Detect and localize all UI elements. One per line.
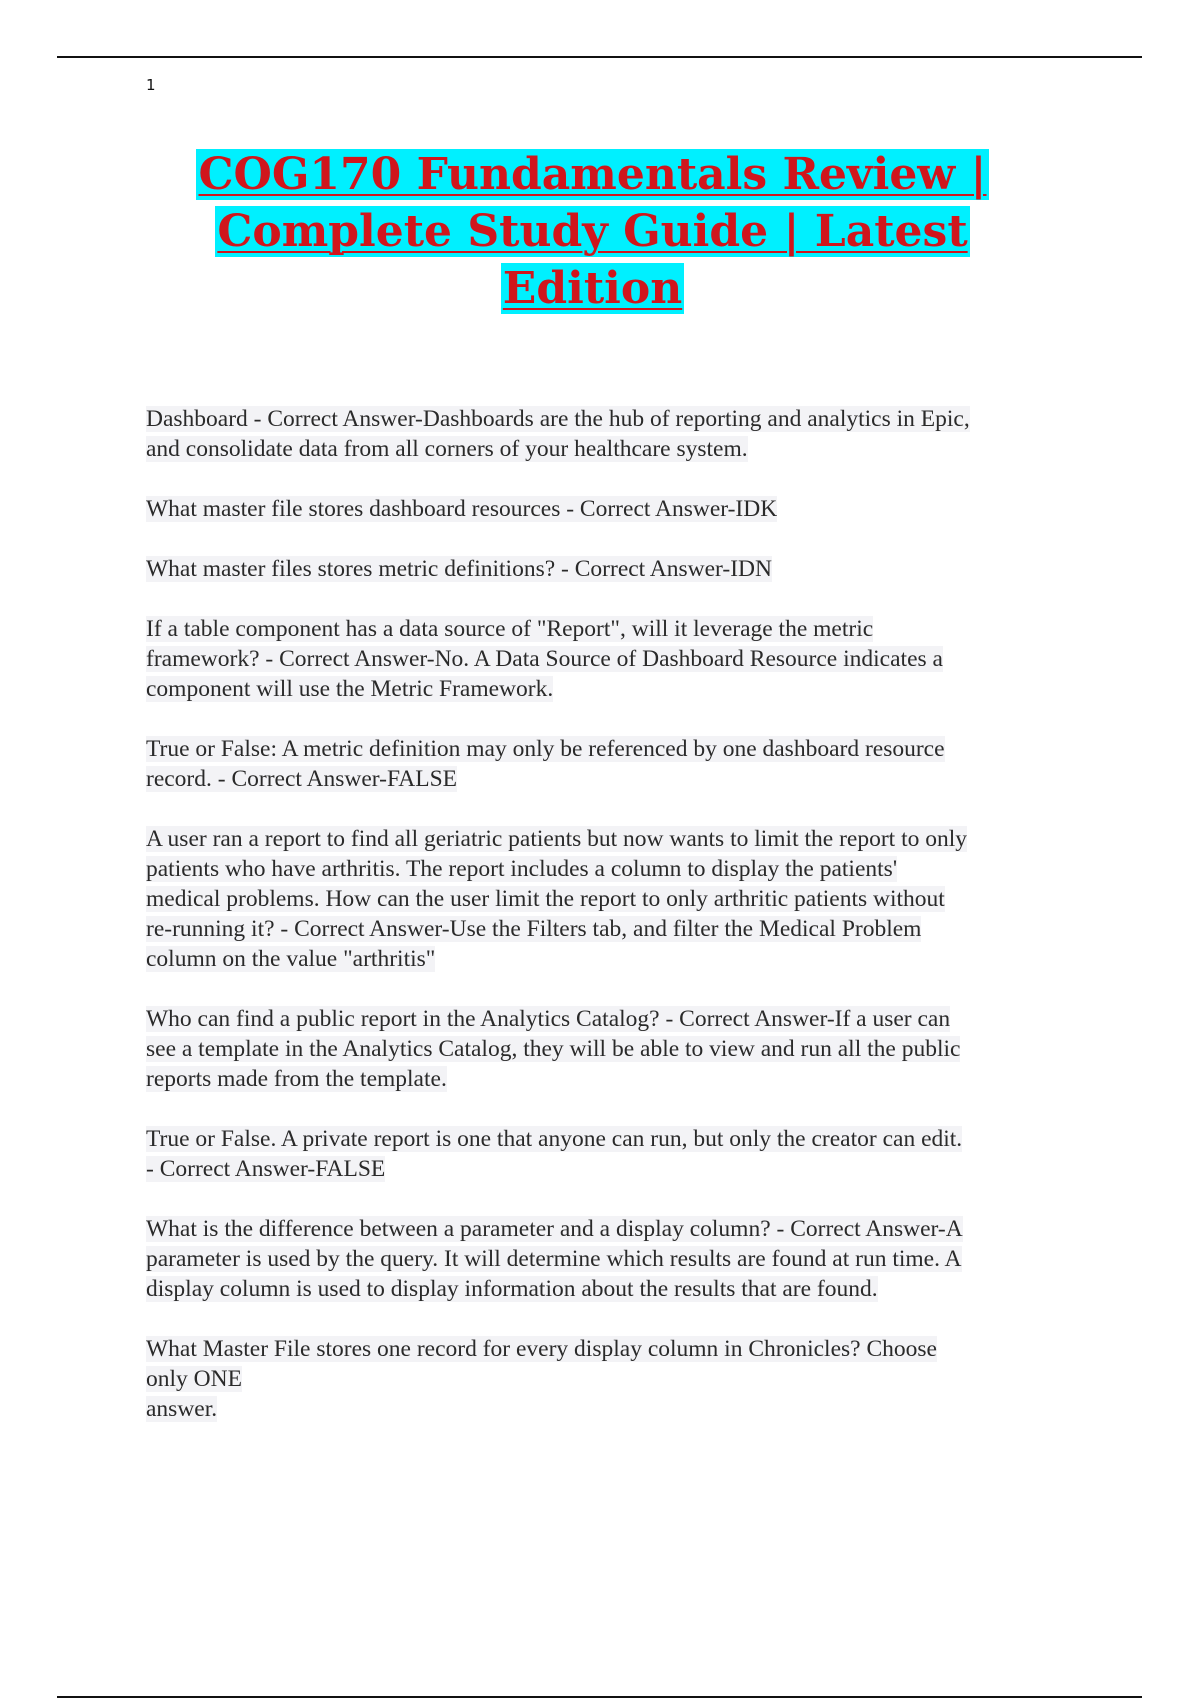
- qa-text: What Master File stores one record for every display column in Chronicles? Choose only ONE answer.: [146, 1336, 937, 1422]
- qa-text: What master files stores metric definitions? - Correct Answer-IDN: [146, 556, 772, 582]
- qa-item-metric-definitions: [146, 554, 1091, 584]
- qa-text: True or False: A metric definition may only be referenced by one dashboard resource record. - Correct Answer-FALSE: [146, 736, 945, 792]
- qa-text: What is the difference between a parameter and a display column? - Correct Answer-A parameter is used by the query. It will determine which results are found at run time. A display column is used to display information about the results that are found.: [146, 1216, 963, 1302]
- qa-item-dashboard: [146, 404, 1091, 464]
- qa-text: Who can find a public report in the Analytics Catalog? - Correct Answer-If a user can see a template in the Analytics Catalog, they will be able to view and run all the public reports made from the template.: [146, 1006, 961, 1092]
- bottom-rule: [57, 1696, 1142, 1698]
- qa-text: If a table component has a data source of "Report", will it leverage the metric framework? - Correct Answer-No. A Data Source of Dashboard Resource indicates a component will use the Metric Framework.: [146, 616, 943, 702]
- qa-item-metric-reference: [146, 734, 1091, 794]
- qa-item-parameter-vs-column: [146, 1214, 1091, 1304]
- document-title: [140, 146, 1045, 317]
- qa-list: [146, 404, 1091, 1454]
- qa-text: Dashboard - Correct Answer-Dashboards are the hub of reporting and analytics in Epic, and consolidate data from all corners of your healthcare system.: [146, 406, 970, 462]
- qa-item-public-report: [146, 1004, 1091, 1094]
- page-number: 1: [146, 76, 156, 94]
- qa-text: A user ran a report to find all geriatric patients but now wants to limit the report to only patients who have arthritis. The report includes a column to display the patients' medical problems. How can the user limit the report to only arthritic patients without re-running it? - Correct Answer-Use the Filters tab, and filter the Medical Problem column on the value "arthritis": [146, 826, 967, 972]
- top-rule: [57, 56, 1142, 58]
- qa-item-geriatric-report: [146, 824, 1091, 974]
- qa-item-display-column-master-file: [146, 1334, 1091, 1424]
- qa-item-table-component: [146, 614, 1091, 704]
- qa-item-private-report: [146, 1124, 1091, 1184]
- qa-item-dashboard-resources: [146, 494, 1091, 524]
- qa-text: What master file stores dashboard resources - Correct Answer-IDK: [146, 496, 778, 522]
- title-highlight: COG170 Fundamentals Review | Complete Study Guide | Latest Edition: [198, 149, 987, 314]
- qa-text: True or False. A private report is one that anyone can run, but only the creator can edit. - Correct Answer-FALSE: [146, 1126, 963, 1182]
